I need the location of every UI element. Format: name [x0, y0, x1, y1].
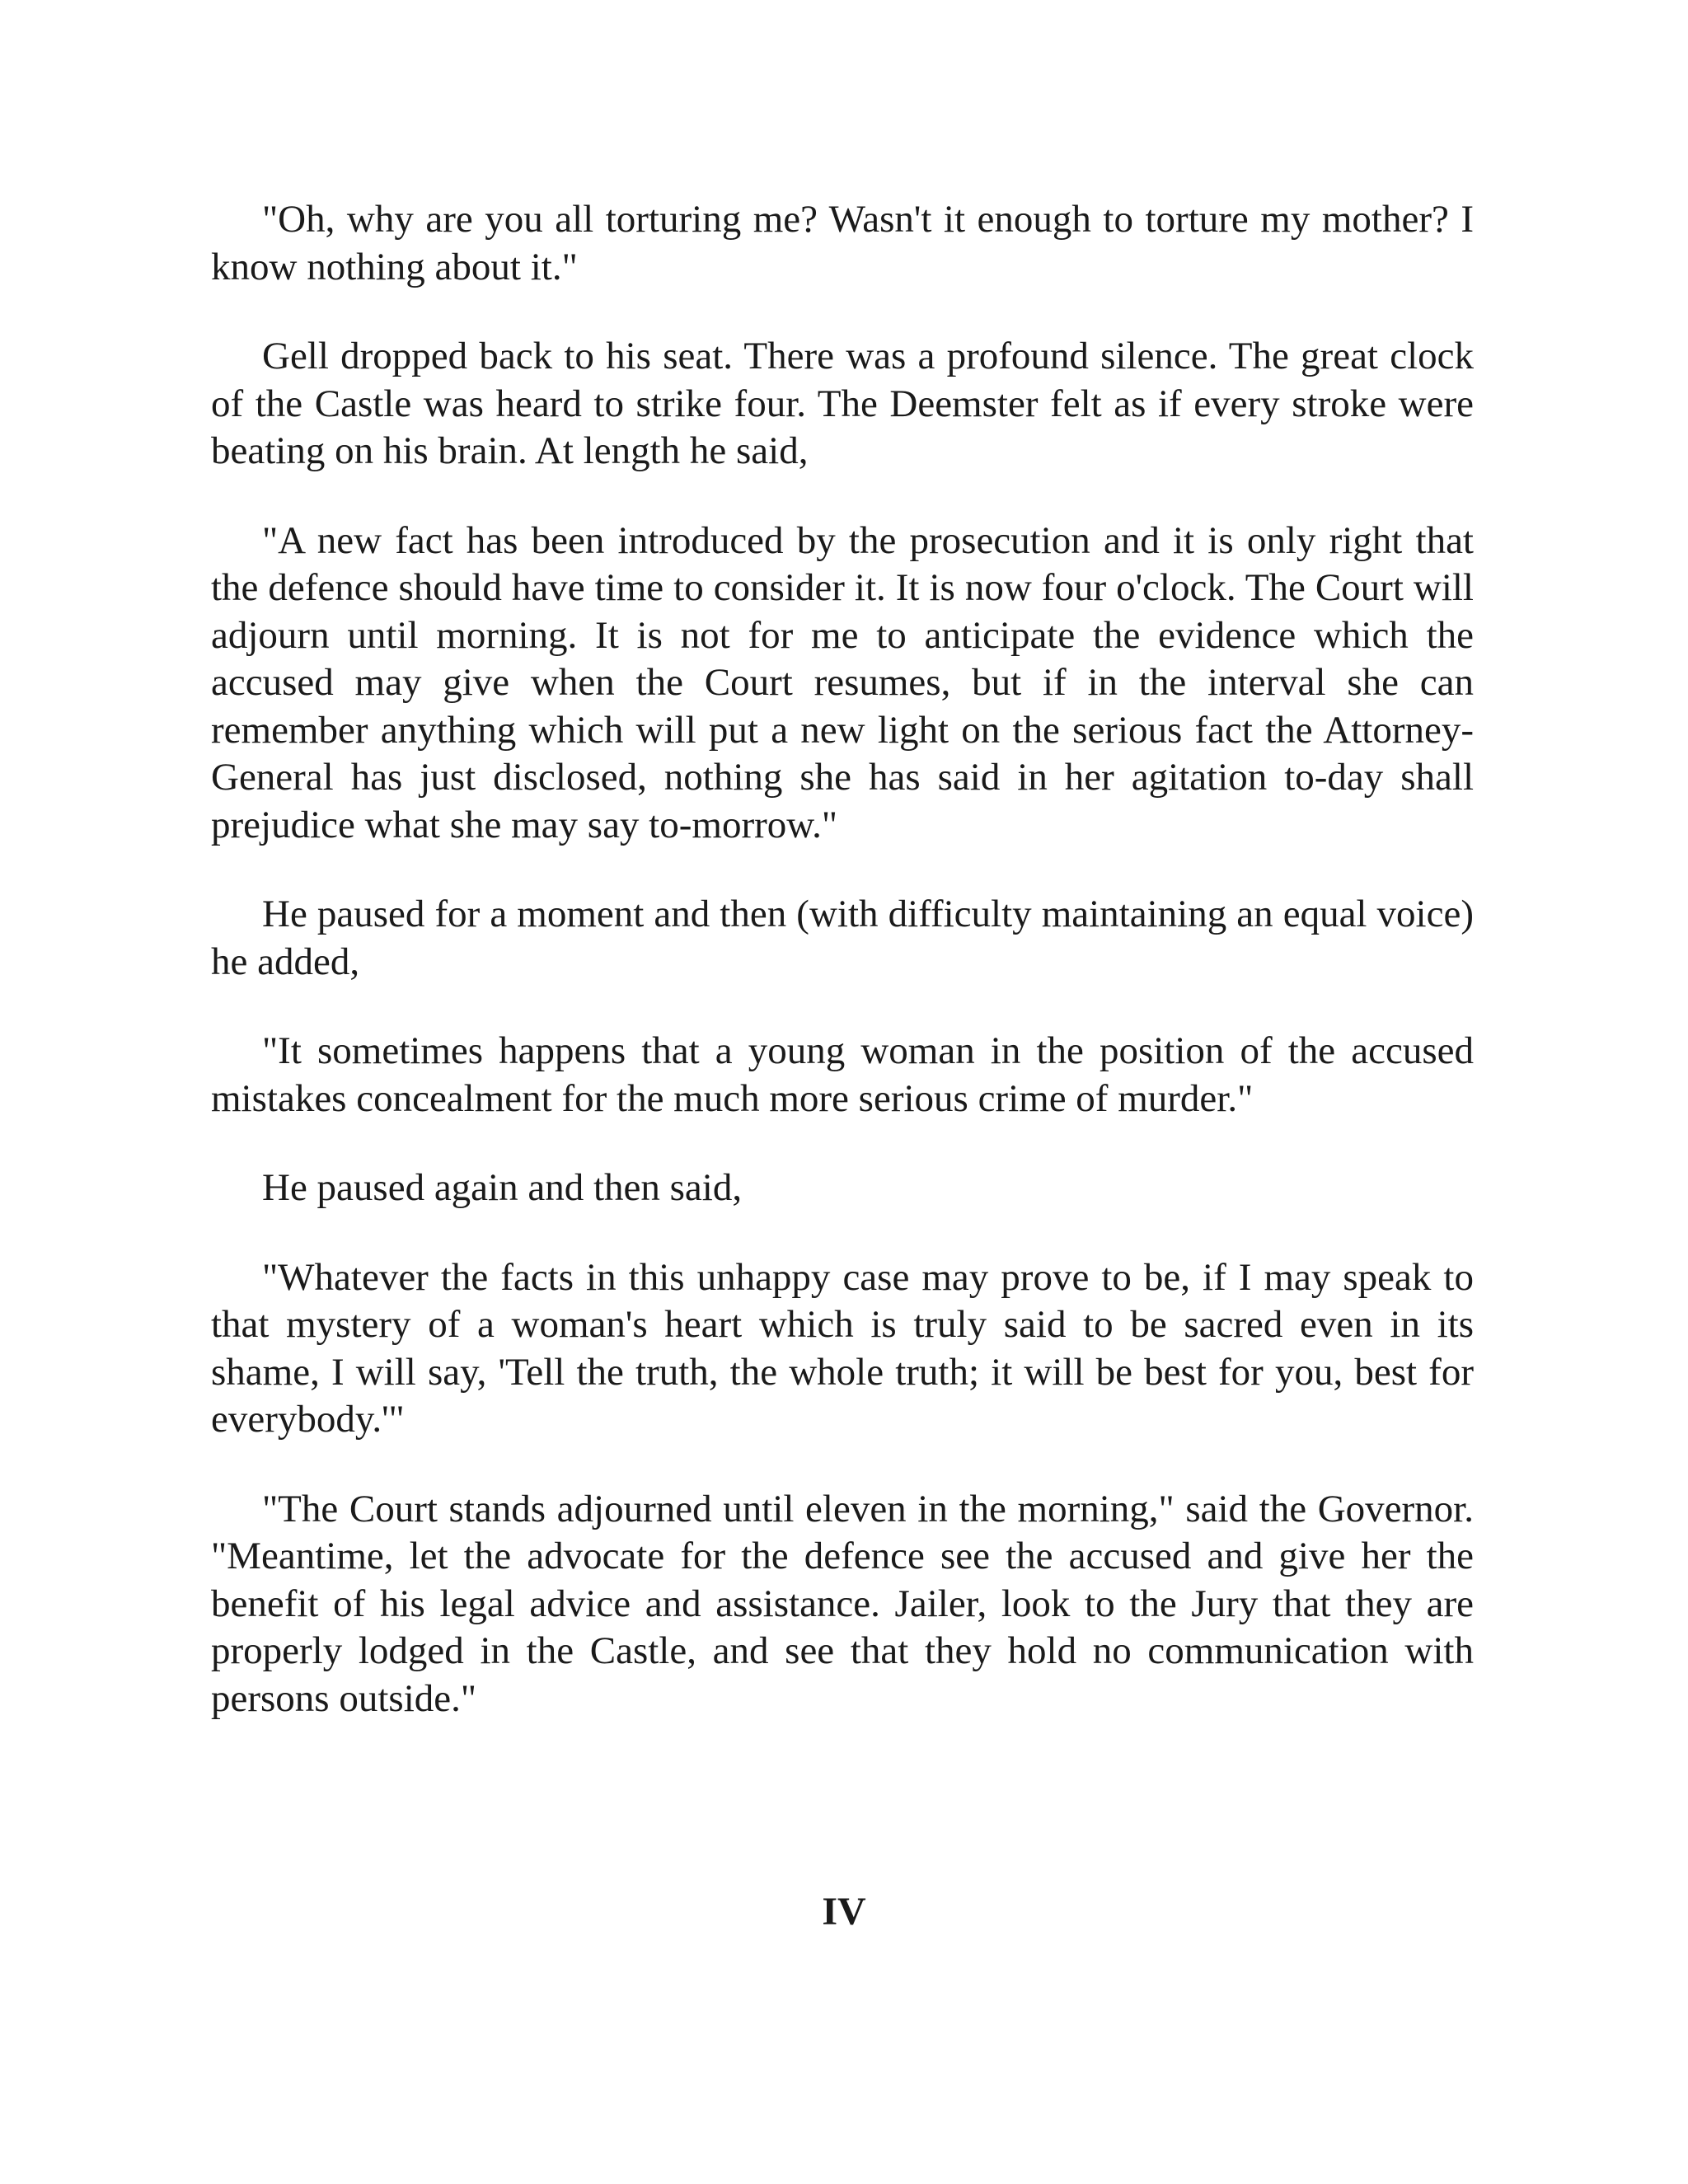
paragraph-8: "The Court stands adjourned until eleven in the morning," said the Governor. "Meantime, let the advocate for the defence see the accused and give her the benefit of his legal advice and assistance. Jailer, look to the Jury that they are properly lodged in the Castle, and see that they hold no communication with persons outside.": [211, 1487, 1474, 1720]
page-body: [211, 196, 1474, 1765]
paragraph-7: "Whatever the facts in this unhappy case may prove to be, if I may speak to that mystery of a woman's heart which is truly said to be sacred even in its shame, I will say, 'Tell the truth, the whole truth; it will be best for you, best for everybody.'": [211, 1255, 1474, 1441]
paragraph-2: Gell dropped back to his seat. There was a profound silence. The great clock of the Castle was heard to strike four. The Deemster felt as if every stroke were beating on his brain. At length he said,: [211, 335, 1474, 472]
paragraph-4: He paused for a moment and then (with difficulty maintaining an equal voice) he added,: [211, 893, 1474, 983]
paragraph-5: "It sometimes happens that a young woman in the position of the accused mistakes concealment for the much more serious crime of murder.": [211, 1029, 1474, 1120]
chapter-heading: IV: [822, 1890, 866, 1933]
paragraph-6: He paused again and then said,: [262, 1166, 743, 1209]
paragraph-1: "Oh, why are you all torturing me? Wasn't it enough to torture my mother? I know nothing about it.": [211, 198, 1474, 288]
paragraph-3: "A new fact has been introduced by the prosecution and it is only right that the defence should have time to consider it. It is now four o'clock. The Court will adjourn until morning. It is not for me to anticipate the evidence which the accused may give when the Court resumes, but if in the interval she can remember anything which will put a new light on the serious fact the Attorney-General has just disclosed, nothing she has said in her agitation to-day shall prejudice what she may say to-morrow.": [211, 518, 1474, 846]
